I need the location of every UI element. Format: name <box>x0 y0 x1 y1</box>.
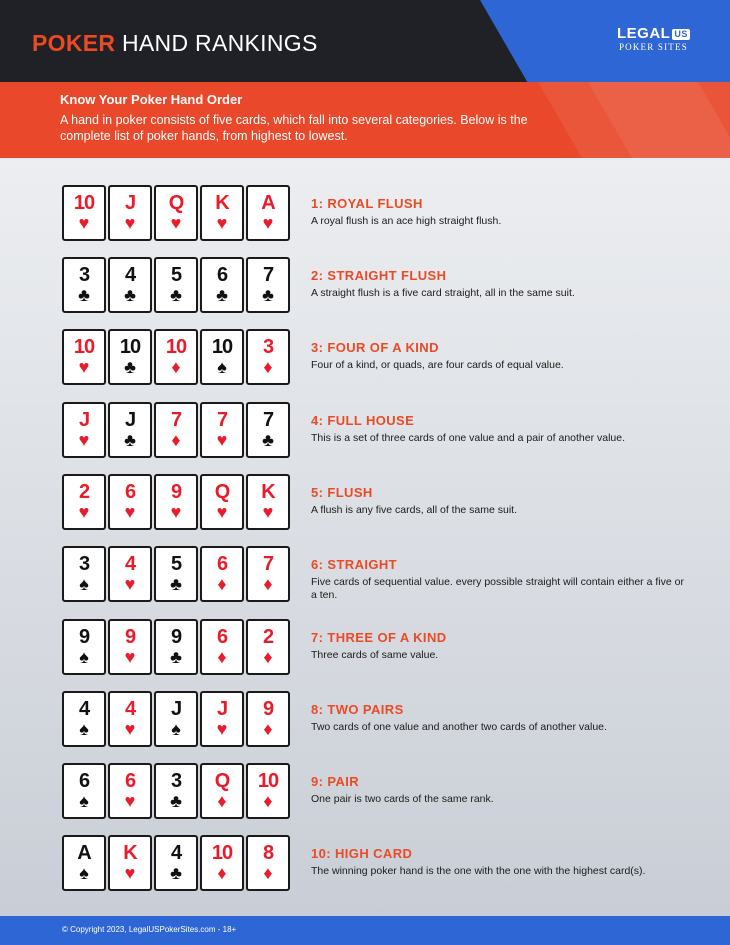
heart-icon: ♥ <box>124 791 136 811</box>
playing-card <box>154 763 198 819</box>
playing-card <box>108 619 152 675</box>
hand-info <box>311 557 691 602</box>
playing-card <box>62 474 106 530</box>
logo-subtitle: POKER SITES <box>618 42 688 52</box>
club-icon: ♣ <box>124 357 136 377</box>
card-rank: 7 <box>170 409 182 431</box>
card-rank: 9 <box>124 626 136 648</box>
card-rank: 6 <box>216 553 228 575</box>
hand-title: 7: THREE OF A KIND <box>311 630 447 645</box>
club-icon: ♣ <box>262 285 274 305</box>
card-rank: J <box>170 698 182 720</box>
playing-card <box>200 185 244 241</box>
card-rank: 2 <box>262 626 274 648</box>
playing-card <box>108 185 152 241</box>
card-rank: 10 <box>211 842 233 864</box>
diamond-icon: ♦ <box>263 791 273 811</box>
card-rank: K <box>123 842 137 864</box>
heart-icon: ♥ <box>262 502 274 522</box>
playing-card <box>246 546 290 602</box>
playing-card <box>246 763 290 819</box>
club-icon: ♣ <box>170 647 182 667</box>
heart-icon: ♥ <box>216 213 228 233</box>
card-rank: 6 <box>124 770 136 792</box>
playing-card <box>200 257 244 313</box>
diamond-icon: ♦ <box>263 357 273 377</box>
spade-icon: ♠ <box>171 719 181 739</box>
heart-icon: ♥ <box>124 574 136 594</box>
playing-card <box>62 402 106 458</box>
heart-icon: ♥ <box>170 213 182 233</box>
playing-card <box>246 185 290 241</box>
hand-description: A flush is any five cards, all of the same suit. <box>311 504 518 516</box>
playing-card <box>108 835 152 891</box>
playing-card <box>154 619 198 675</box>
spade-icon: ♠ <box>217 357 227 377</box>
card-rank: 4 <box>124 264 136 286</box>
title-highlight: POKER <box>32 30 116 56</box>
card-rank: 10 <box>73 336 95 358</box>
playing-card <box>154 185 198 241</box>
card-rank: K <box>215 192 229 214</box>
card-rank: 3 <box>78 264 90 286</box>
playing-card <box>200 474 244 530</box>
card-rank: 9 <box>170 626 182 648</box>
card-rank: 7 <box>262 553 274 575</box>
hand-row <box>62 546 702 602</box>
playing-card <box>200 835 244 891</box>
heart-icon: ♥ <box>124 647 136 667</box>
hand-title: 8: TWO PAIRS <box>311 702 404 717</box>
heart-icon: ♥ <box>170 502 182 522</box>
card-rank: 2 <box>78 481 90 503</box>
card-rank: J <box>124 409 136 431</box>
card-rank: 9 <box>262 698 274 720</box>
playing-card <box>154 474 198 530</box>
hand-description: The winning poker hand is the one with the one with the highest card(s). <box>311 865 646 877</box>
hand-description: A straight flush is a five card straight, all in the same suit. <box>311 287 575 299</box>
club-icon: ♣ <box>170 863 182 883</box>
playing-card <box>200 763 244 819</box>
playing-card <box>246 257 290 313</box>
card-rank: 6 <box>78 770 90 792</box>
card-rank: 6 <box>124 481 136 503</box>
club-icon: ♣ <box>124 285 136 305</box>
hand-row <box>62 185 702 241</box>
playing-card <box>62 691 106 747</box>
page-footer <box>0 916 730 945</box>
copyright-text: © Copyright 2023, LegalUSPokerSites.com - 18+ <box>62 925 237 934</box>
heart-icon: ♥ <box>78 430 90 450</box>
card-rank: K <box>261 481 275 503</box>
playing-card <box>108 402 152 458</box>
card-rank: J <box>78 409 90 431</box>
card-rank: Q <box>168 192 184 214</box>
heart-icon: ♥ <box>124 213 136 233</box>
hand-row <box>62 835 702 891</box>
club-icon: ♣ <box>78 285 90 305</box>
playing-card <box>154 691 198 747</box>
playing-card <box>154 329 198 385</box>
playing-card <box>246 835 290 891</box>
card-rank: 4 <box>124 698 136 720</box>
diamond-icon: ♦ <box>217 574 227 594</box>
title-rest: HAND RANKINGS <box>115 30 318 56</box>
spade-icon: ♠ <box>79 719 89 739</box>
diamond-icon: ♦ <box>263 574 273 594</box>
hand-title: 4: FULL HOUSE <box>311 413 415 428</box>
playing-card <box>246 329 290 385</box>
diamond-icon: ♦ <box>171 430 181 450</box>
playing-card <box>62 546 106 602</box>
hand-title: 10: HIGH CARD <box>311 846 413 861</box>
site-logo[interactable] <box>617 26 690 52</box>
hand-row <box>62 619 702 675</box>
playing-card <box>108 763 152 819</box>
card-rank: 10 <box>119 336 141 358</box>
playing-card <box>154 835 198 891</box>
heart-icon: ♥ <box>78 213 90 233</box>
intro-banner <box>0 82 730 158</box>
club-icon: ♣ <box>124 430 136 450</box>
card-rank: A <box>77 842 91 864</box>
heart-icon: ♥ <box>124 863 136 883</box>
card-rank: 10 <box>73 192 95 214</box>
card-rank: 10 <box>211 336 233 358</box>
hand-row <box>62 329 702 385</box>
hand-row <box>62 257 702 313</box>
intro-heading: Know Your Poker Hand Order <box>60 92 243 107</box>
card-rank: 4 <box>124 553 136 575</box>
card-rank: 5 <box>170 553 182 575</box>
club-icon: ♣ <box>170 574 182 594</box>
hand-info <box>311 630 691 662</box>
card-rank: 3 <box>262 336 274 358</box>
card-rank: 3 <box>170 770 182 792</box>
playing-card <box>62 185 106 241</box>
spade-icon: ♠ <box>79 647 89 667</box>
hand-description: One pair is two cards of the same rank. <box>311 793 494 805</box>
playing-card <box>200 329 244 385</box>
heart-icon: ♥ <box>78 502 90 522</box>
heart-icon: ♥ <box>216 719 228 739</box>
card-rank: 7 <box>262 264 274 286</box>
diamond-icon: ♦ <box>171 357 181 377</box>
intro-text: A hand in poker consists of five cards, which fall into several categories. Below is the complete list of poker hands, from highest to lowest. <box>60 113 528 143</box>
playing-card <box>62 257 106 313</box>
diamond-icon: ♦ <box>263 647 273 667</box>
hand-info <box>311 702 691 734</box>
playing-card <box>246 402 290 458</box>
playing-card <box>108 257 152 313</box>
spade-icon: ♠ <box>79 863 89 883</box>
card-rank: 4 <box>78 698 90 720</box>
playing-card <box>62 835 106 891</box>
playing-card <box>200 546 244 602</box>
hand-info <box>311 268 691 300</box>
card-rank: A <box>261 192 275 214</box>
hand-description: A royal flush is an ace high straight flush. <box>311 215 502 227</box>
club-icon: ♣ <box>170 791 182 811</box>
diamond-icon: ♦ <box>217 647 227 667</box>
playing-card <box>62 619 106 675</box>
playing-card <box>108 474 152 530</box>
diamond-icon: ♦ <box>263 863 273 883</box>
card-rank: 6 <box>216 264 228 286</box>
playing-card <box>246 691 290 747</box>
playing-card <box>200 619 244 675</box>
hand-title: 3: FOUR OF A KIND <box>311 340 439 355</box>
heart-icon: ♥ <box>216 502 228 522</box>
hand-description: This is a set of three cards of one value and a pair of another value. <box>311 432 626 444</box>
hand-info <box>311 196 691 228</box>
logo-word: LEGAL <box>617 25 671 42</box>
card-rank: 9 <box>170 481 182 503</box>
diamond-icon: ♦ <box>263 719 273 739</box>
playing-card <box>246 474 290 530</box>
playing-card <box>108 691 152 747</box>
hand-row <box>62 691 702 747</box>
playing-card <box>246 619 290 675</box>
card-rank: 9 <box>78 626 90 648</box>
card-rank: J <box>216 698 228 720</box>
hand-info <box>311 485 691 517</box>
hand-title: 6: STRAIGHT <box>311 557 398 572</box>
playing-card <box>154 402 198 458</box>
playing-card <box>200 691 244 747</box>
club-icon: ♣ <box>262 430 274 450</box>
card-rank: J <box>124 192 136 214</box>
card-rank: 7 <box>216 409 228 431</box>
card-rank: Q <box>214 770 230 792</box>
hand-row <box>62 474 702 530</box>
club-icon: ♣ <box>170 285 182 305</box>
hand-row <box>62 763 702 819</box>
diamond-icon: ♦ <box>217 863 227 883</box>
hand-info <box>311 774 691 806</box>
card-rank: 5 <box>170 264 182 286</box>
card-rank: 10 <box>257 770 279 792</box>
heart-icon: ♥ <box>216 430 228 450</box>
hand-title: 5: FLUSH <box>311 485 373 500</box>
hand-info <box>311 846 691 878</box>
playing-card <box>154 257 198 313</box>
page-title <box>32 30 318 57</box>
heart-icon: ♥ <box>78 357 90 377</box>
card-rank: 7 <box>262 409 274 431</box>
playing-card <box>200 402 244 458</box>
header-blue-band <box>480 0 730 82</box>
hand-title: 1: ROYAL FLUSH <box>311 196 423 211</box>
logo-badge: US <box>674 28 688 39</box>
card-rank: 3 <box>78 553 90 575</box>
hand-info <box>311 340 691 372</box>
playing-card <box>62 763 106 819</box>
hand-description: Five cards of sequential value. every possible straight will contain either a five or a ten. <box>311 576 684 601</box>
hand-description: Three cards of same value. <box>311 649 439 661</box>
card-rank: 8 <box>262 842 274 864</box>
heart-icon: ♥ <box>124 719 136 739</box>
page-header <box>0 0 730 82</box>
card-rank: 6 <box>216 626 228 648</box>
playing-card <box>154 546 198 602</box>
card-rank: 10 <box>165 336 187 358</box>
hand-info <box>311 413 691 445</box>
hand-description: Two cards of one value and another two cards of another value. <box>311 721 607 733</box>
spade-icon: ♠ <box>79 791 89 811</box>
card-rank: Q <box>214 481 230 503</box>
diamond-icon: ♦ <box>217 791 227 811</box>
card-rank: 4 <box>170 842 182 864</box>
playing-card <box>108 546 152 602</box>
hand-row <box>62 402 702 458</box>
playing-card <box>62 329 106 385</box>
heart-icon: ♥ <box>124 502 136 522</box>
spade-icon: ♠ <box>79 574 89 594</box>
hand-description: Four of a kind, or quads, are four cards of equal value. <box>311 359 564 371</box>
playing-card <box>108 329 152 385</box>
club-icon: ♣ <box>216 285 228 305</box>
hand-title: 9: PAIR <box>311 774 360 789</box>
heart-icon: ♥ <box>262 213 274 233</box>
hand-title: 2: STRAIGHT FLUSH <box>311 268 447 283</box>
